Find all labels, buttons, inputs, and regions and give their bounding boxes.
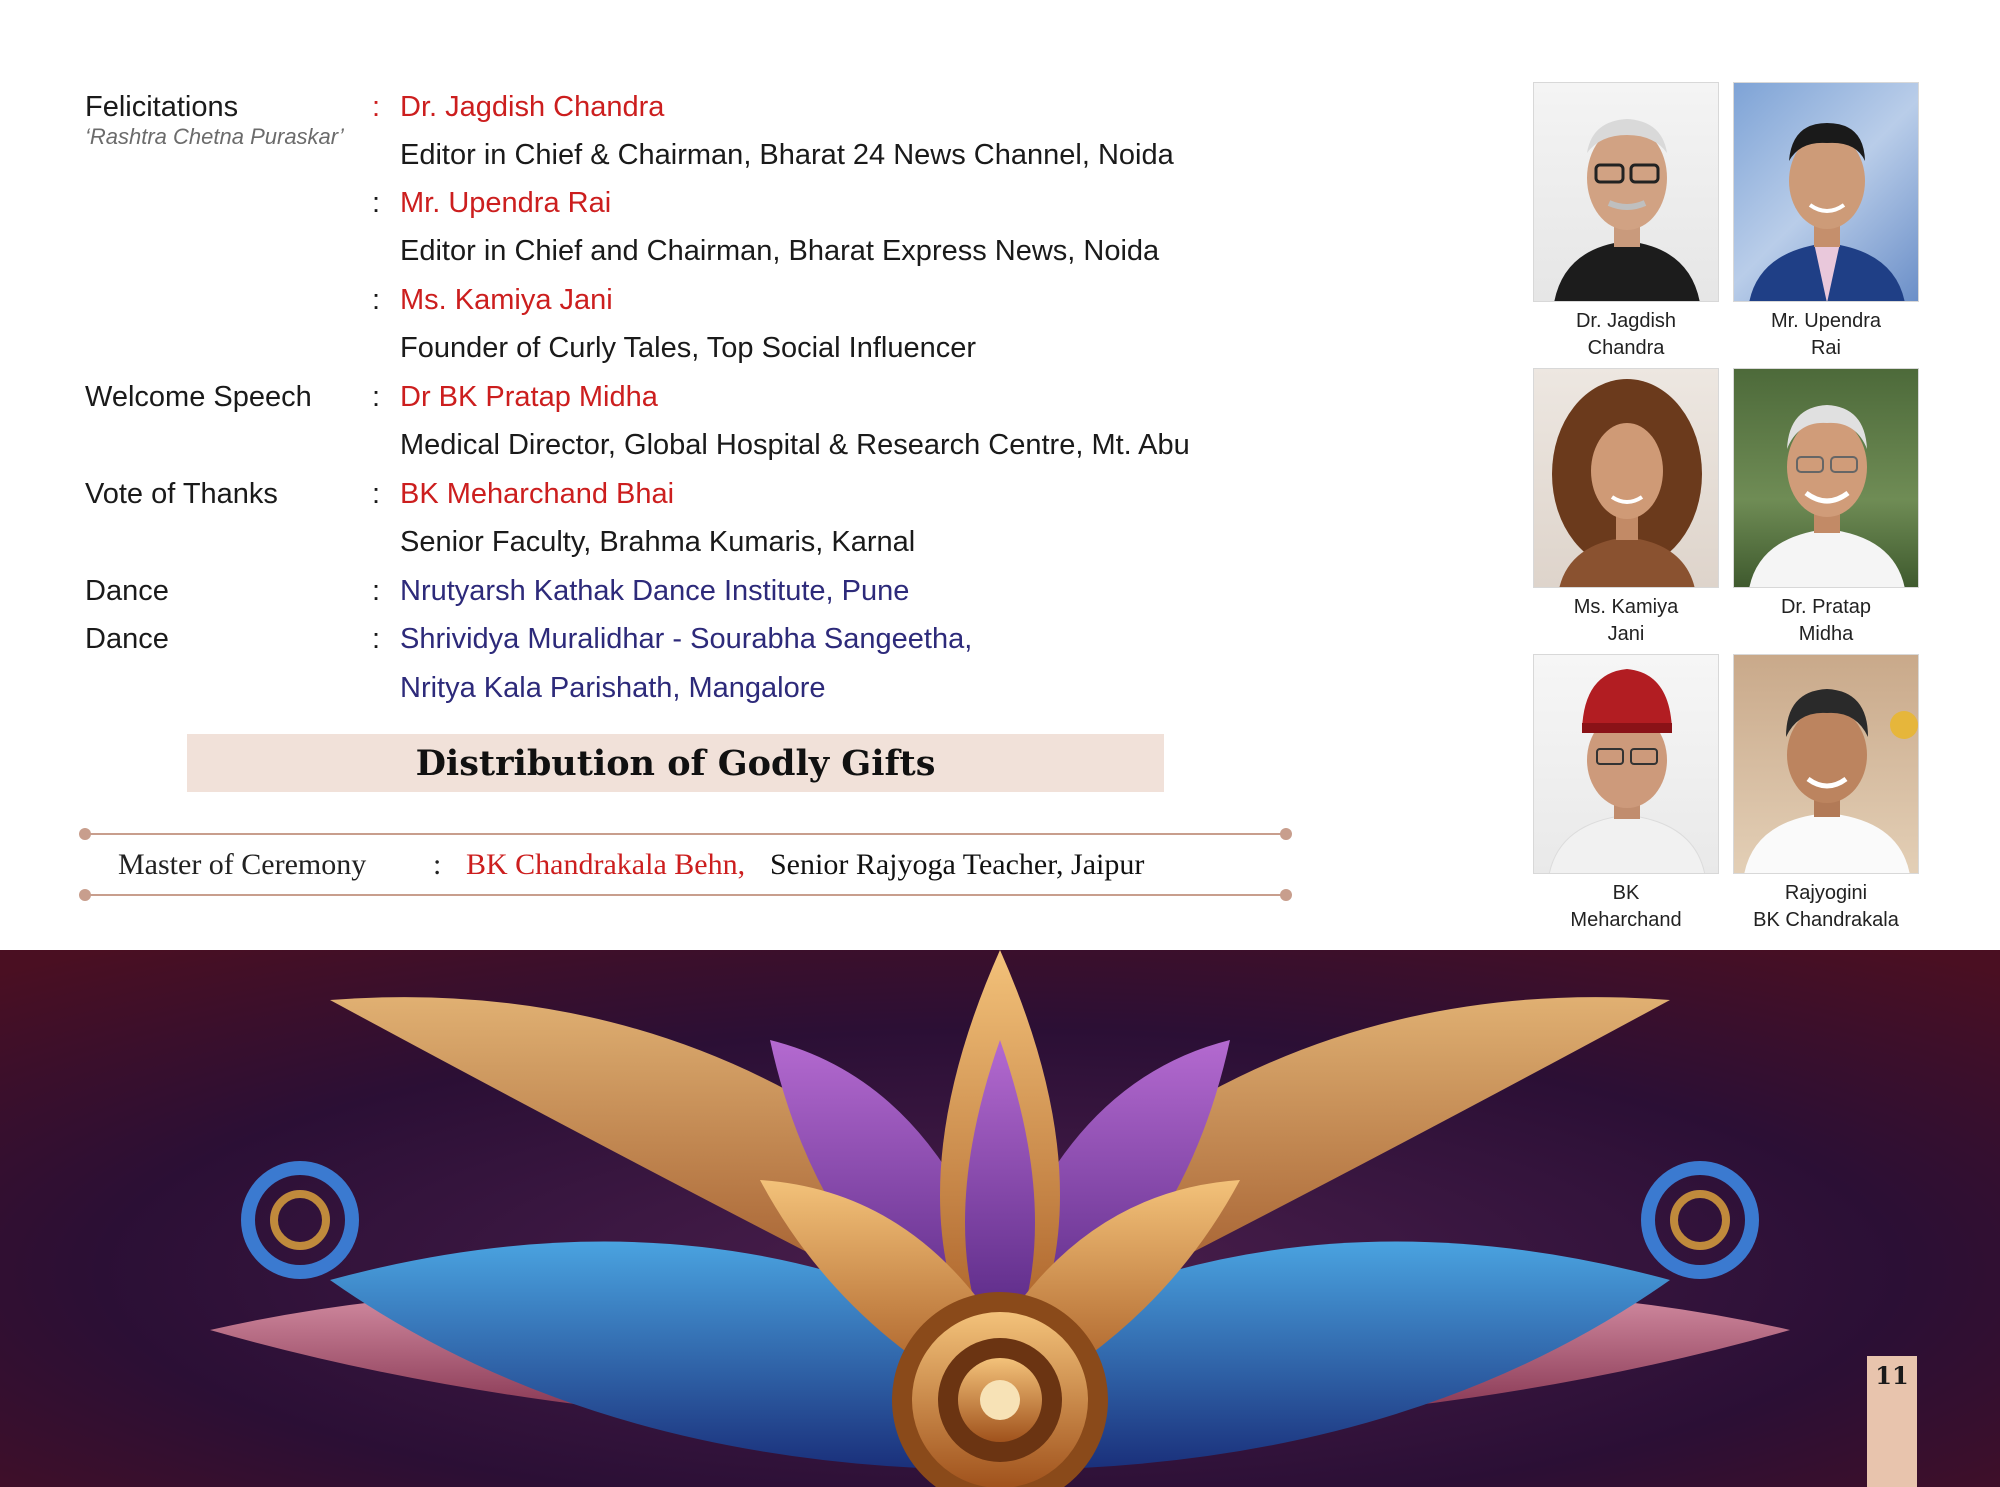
divider-bottom [85, 894, 1287, 896]
performer-name: Shrividya Muralidhar - Sourabha Sangeetha, [400, 623, 973, 655]
speaker-description: Medical Director, Global Hospital & Research Centre, Mt. Abu [400, 429, 1190, 461]
portrait-photo [1733, 82, 1919, 302]
speaker-description: Editor in Chief and Chairman, Bharat Express News, Noida [400, 235, 1160, 267]
photo-card [1533, 654, 1719, 934]
person-silhouette-icon [1734, 655, 1919, 874]
gifts-title: Distribution of Godly Gifts [415, 742, 936, 784]
photo-card [1733, 368, 1919, 648]
performer-name: Nrutyarsh Kathak Dance Institute, Pune [400, 575, 910, 607]
program-row [0, 615, 1300, 663]
separator: : [372, 91, 381, 123]
role-label: Vote of Thanks [85, 478, 278, 510]
photo-card [1533, 368, 1719, 648]
separator: : [372, 284, 381, 316]
program-row [0, 83, 1300, 149]
person-silhouette-icon [1534, 369, 1719, 588]
separator: : [433, 848, 442, 881]
photo-caption: Mr. Upendra Rai [1770, 310, 1882, 359]
separator: : [372, 381, 381, 413]
role-label: Dance [85, 623, 169, 655]
program-row-desc [0, 421, 1300, 469]
speaker-description: Senior Faculty, Brahma Kumaris, Karnal [400, 526, 916, 558]
photo-card [1533, 82, 1719, 362]
photo-caption: Ms. Kamiya Jani [1573, 596, 1679, 645]
portrait-photo [1533, 82, 1719, 302]
mandala-artwork [0, 950, 2000, 1487]
person-silhouette-icon [1534, 83, 1719, 302]
person-silhouette-icon [1534, 655, 1719, 874]
person-silhouette-icon [1734, 83, 1919, 302]
program-row-desc [0, 518, 1300, 566]
person-silhouette-icon [1734, 369, 1919, 588]
page-number: 11 [1875, 1361, 1909, 1390]
page-number-tab [1867, 1356, 1917, 1487]
ceremony-row [0, 843, 1300, 887]
role-subtitle: ‘Rashtra Chetna Puraskar’ [85, 124, 344, 149]
role-label: Felicitations [85, 91, 239, 123]
photo-caption: Dr. Pratap Midha [1780, 596, 1872, 645]
program-row [0, 179, 1300, 227]
speaker-name: Mr. Upendra Rai [400, 187, 612, 219]
divider-dot [79, 828, 91, 840]
divider-dot [79, 889, 91, 901]
separator: : [372, 478, 381, 510]
portrait-photo [1733, 654, 1919, 874]
program-row [0, 276, 1300, 324]
role-label: Dance [85, 575, 169, 607]
portrait-photo [1733, 368, 1919, 588]
role-label: Welcome Speech [85, 381, 312, 413]
speaker-description: Editor in Chief & Chairman, Bharat 24 News Channel, Noida [400, 139, 1174, 171]
speaker-name: BK Meharchand Bhai [400, 478, 675, 510]
photo-caption: Dr. Jagdish Chandra [1575, 310, 1677, 359]
program-row-desc [0, 227, 1300, 275]
ceremony-description: Senior Rajyoga Teacher, Jaipur [770, 848, 1145, 881]
program-row [0, 373, 1300, 421]
gifts-banner [187, 734, 1164, 792]
ceremony-name: BK Chandrakala Behn, [466, 848, 746, 881]
photo-caption: Rajyogini BK Chandrakala [1753, 882, 1899, 931]
portrait-photo [1533, 368, 1719, 588]
program-row [0, 470, 1300, 518]
separator: : [372, 187, 381, 219]
photo-card [1733, 654, 1919, 934]
separator: : [372, 575, 381, 607]
program-row-desc [0, 131, 1300, 179]
speaker-name: Dr. Jagdish Chandra [400, 91, 665, 123]
speaker-name: Dr BK Pratap Midha [400, 381, 658, 413]
photo-caption: BK Meharchand [1570, 882, 1682, 931]
photo-card [1733, 82, 1919, 362]
divider-top [85, 833, 1287, 835]
divider-dot [1280, 828, 1292, 840]
program-row-desc [0, 324, 1300, 372]
speaker-name: Ms. Kamiya Jani [400, 284, 613, 316]
portrait-photo [1533, 654, 1719, 874]
ceremony-label: Master of Ceremony [118, 848, 367, 881]
separator: : [372, 623, 381, 655]
program-row [0, 567, 1300, 615]
program-row-desc [0, 664, 1300, 712]
speaker-description: Founder of Curly Tales, Top Social Influencer [400, 332, 977, 364]
performer-name-line2: Nritya Kala Parishath, Mangalore [400, 672, 826, 704]
program-list [0, 0, 1300, 704]
divider-dot [1280, 889, 1292, 901]
